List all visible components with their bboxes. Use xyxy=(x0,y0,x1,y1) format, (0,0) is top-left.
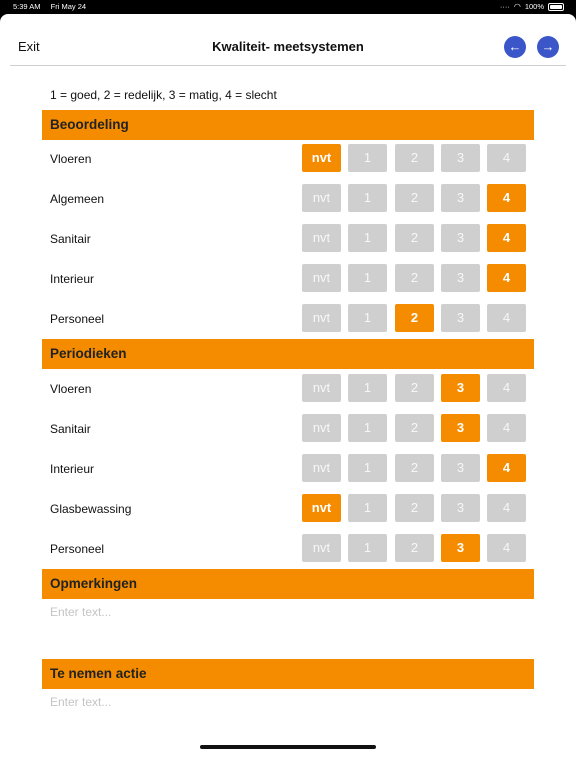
rating-option-3[interactable]: 3 xyxy=(441,494,480,522)
rating-option-3[interactable]: 3 xyxy=(441,264,480,292)
rating-option-1[interactable]: 1 xyxy=(348,304,387,332)
rating-option-2[interactable]: 2 xyxy=(395,264,434,292)
rating-row-label: Glasbewassing xyxy=(50,502,132,516)
status-left xyxy=(13,0,94,13)
rating-option-4[interactable]: 4 xyxy=(487,414,526,442)
rating-legend: 1 = goed, 2 = redelijk, 3 = matig, 4 = slecht xyxy=(50,88,277,102)
rating-row-label: Sanitair xyxy=(50,232,91,246)
opmerkingen-text-field[interactable]: Enter text... xyxy=(50,605,112,619)
rating-row xyxy=(0,144,576,174)
rating-option-nvt[interactable]: nvt xyxy=(302,184,341,212)
rating-row xyxy=(0,264,576,294)
rating-option-nvt[interactable]: nvt xyxy=(302,374,341,402)
status-date: Fri May 24 xyxy=(50,2,87,11)
status-bar xyxy=(0,0,576,14)
rating-option-4[interactable]: 4 xyxy=(487,304,526,332)
rating-option-2[interactable]: 2 xyxy=(395,494,434,522)
rating-option-2[interactable]: 2 xyxy=(395,374,434,402)
rating-option-2[interactable]: 2 xyxy=(395,184,434,212)
rating-row-label: Algemeen xyxy=(50,192,105,206)
status-right xyxy=(500,0,564,13)
rating-row-label: Vloeren xyxy=(50,152,92,166)
rating-option-1[interactable]: 1 xyxy=(348,454,387,482)
rating-option-1[interactable]: 1 xyxy=(348,224,387,252)
home-indicator xyxy=(200,745,376,749)
arrow-left-icon[interactable]: ← xyxy=(504,36,526,58)
rating-row-label: Vloeren xyxy=(50,382,92,396)
form-sheet xyxy=(0,14,576,768)
rating-row xyxy=(0,454,576,484)
rating-option-nvt[interactable]: nvt xyxy=(302,534,341,562)
rating-row-label: Interieur xyxy=(50,462,95,476)
rating-option-4[interactable]: 4 xyxy=(487,534,526,562)
rating-row-label: Sanitair xyxy=(50,422,91,436)
page-title: Kwaliteit- meetsystemen xyxy=(212,39,364,54)
rating-option-nvt[interactable]: nvt xyxy=(302,414,341,442)
rating-option-4[interactable]: 4 xyxy=(487,144,526,172)
rating-option-1[interactable]: 1 xyxy=(348,494,387,522)
rating-option-nvt[interactable]: nvt xyxy=(302,224,341,252)
rating-row xyxy=(0,534,576,564)
actie-text-field[interactable]: Enter text... xyxy=(50,695,112,709)
rating-option-1[interactable]: 1 xyxy=(348,374,387,402)
status-time: 5:39 AM xyxy=(13,2,41,11)
rating-option-nvt[interactable]: nvt xyxy=(302,264,341,292)
section-header-periodieken: Periodieken xyxy=(42,339,534,369)
rating-option-3[interactable]: 3 xyxy=(441,414,480,442)
rating-row xyxy=(0,374,576,404)
rating-option-4[interactable]: 4 xyxy=(487,494,526,522)
section-header-beoordeling: Beoordeling xyxy=(42,110,534,140)
rating-row xyxy=(0,304,576,334)
exit-button[interactable]: Exit xyxy=(18,39,40,54)
rating-option-4[interactable]: 4 xyxy=(487,374,526,402)
rating-option-4[interactable]: 4 xyxy=(487,184,526,212)
rating-option-1[interactable]: 1 xyxy=(348,144,387,172)
battery-percentage: 100% xyxy=(524,2,544,11)
rating-option-4[interactable]: 4 xyxy=(487,224,526,252)
rating-option-3[interactable]: 3 xyxy=(441,534,480,562)
rating-option-3[interactable]: 3 xyxy=(441,304,480,332)
rating-option-4[interactable]: 4 xyxy=(487,454,526,482)
rating-option-3[interactable]: 3 xyxy=(441,454,480,482)
wifi-icon: ◠ xyxy=(513,2,521,11)
rating-option-1[interactable]: 1 xyxy=(348,264,387,292)
rating-option-1[interactable]: 1 xyxy=(348,414,387,442)
rating-option-2[interactable]: 2 xyxy=(395,454,434,482)
rating-row-label: Interieur xyxy=(50,272,95,286)
rating-option-1[interactable]: 1 xyxy=(348,184,387,212)
navigation-bar xyxy=(10,14,566,66)
rating-row xyxy=(0,184,576,214)
rating-row xyxy=(0,414,576,444)
rating-option-2[interactable]: 2 xyxy=(395,304,434,332)
rating-option-3[interactable]: 3 xyxy=(441,224,480,252)
rating-option-2[interactable]: 2 xyxy=(395,144,434,172)
rating-option-3[interactable]: 3 xyxy=(441,184,480,212)
rating-option-4[interactable]: 4 xyxy=(487,264,526,292)
rating-option-3[interactable]: 3 xyxy=(441,374,480,402)
rating-row xyxy=(0,494,576,524)
rating-row-label: Personeel xyxy=(50,312,105,326)
rating-option-1[interactable]: 1 xyxy=(348,534,387,562)
rating-row xyxy=(0,224,576,254)
section-header-te-nemen-actie: Te nemen actie xyxy=(42,659,534,689)
signal-icon: ···· xyxy=(499,2,510,11)
rating-option-nvt[interactable]: nvt xyxy=(302,494,341,522)
rating-option-nvt[interactable]: nvt xyxy=(302,304,341,332)
rating-option-2[interactable]: 2 xyxy=(395,414,434,442)
rating-option-2[interactable]: 2 xyxy=(395,224,434,252)
rating-option-3[interactable]: 3 xyxy=(441,144,480,172)
rating-row-label: Personeel xyxy=(50,542,105,556)
battery-icon xyxy=(548,3,564,11)
section-header-opmerkingen: Opmerkingen xyxy=(42,569,534,599)
rating-option-2[interactable]: 2 xyxy=(395,534,434,562)
rating-option-nvt[interactable]: nvt xyxy=(302,454,341,482)
arrow-right-icon[interactable]: → xyxy=(537,36,559,58)
rating-option-nvt[interactable]: nvt xyxy=(302,144,341,172)
